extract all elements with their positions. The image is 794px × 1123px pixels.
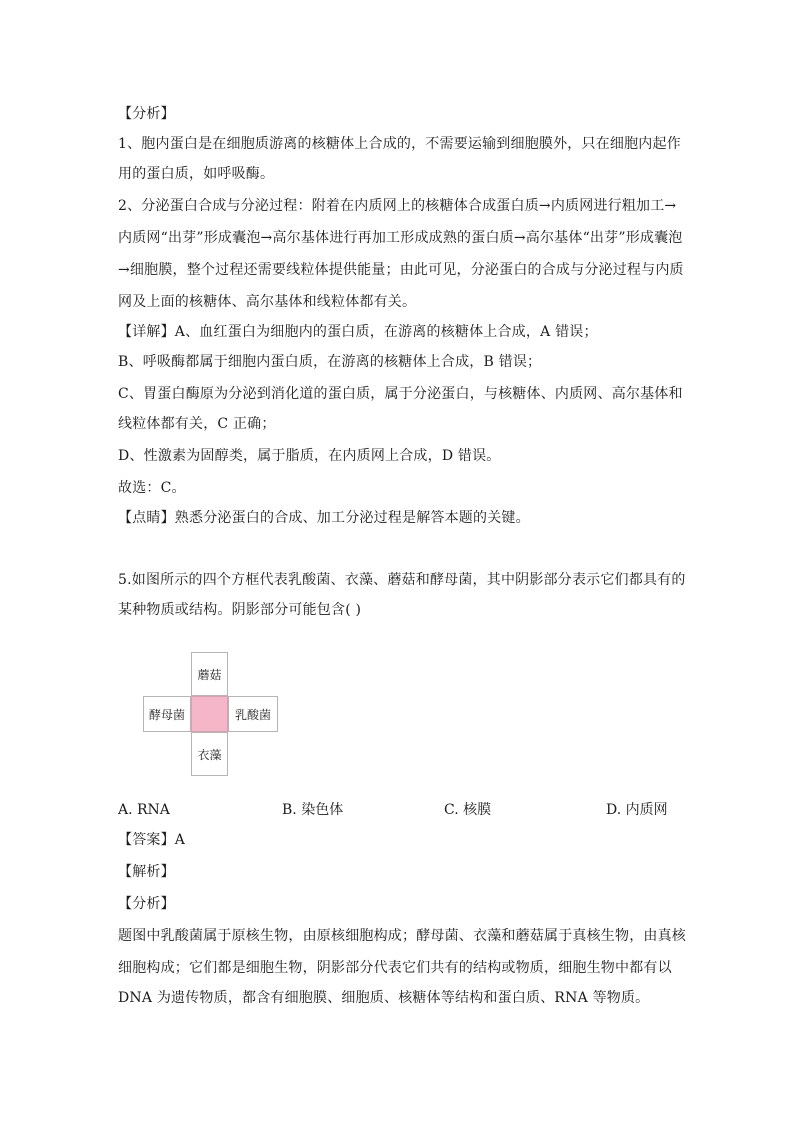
analysis2-line2: 细胞构成；它们都是细胞生物，阴影部分代表它们共有的结构或物质，细胞生物中都有以 (118, 960, 672, 976)
diagram-box-right: 乳酸菌 (228, 696, 278, 732)
option-a: A. RNA (118, 802, 170, 818)
analysis-point2-line2: 内质网“出芽”形成囊泡→高尔基体进行再加工形成成熟的蛋白质→高尔基体“出芽”形成囊泡 (118, 230, 683, 246)
diagram-shaded-intersection (191, 696, 228, 732)
analysis2-heading: 【分析】 (118, 896, 175, 912)
question5-line1: 5.如图所示的四个方框代表乳酸菌、衣藻、蘑菇和酵母菌，其中阴影部分表示它们都具有的 (118, 572, 686, 588)
answer-line: 【答案】A (118, 832, 186, 848)
analysis2-line1: 题图中乳酸菌属于原核生物，由原核细胞构成；酵母菌、衣藻和蘑菇属于真核生物，由真核 (118, 928, 686, 944)
analysis2-line3: DNA 为遗传物质，都含有细胞膜、细胞质、核糖体等结构和蛋白质、RNA 等物质。 (118, 990, 650, 1006)
detail-option-d: D、性激素为固醇类，属于脂质，在内质网上合成，D 错误。 (118, 448, 501, 464)
question5-line2: 某种物质或结构。阴影部分可能包含( ) (118, 602, 362, 618)
diagram-box-bottom: 衣藻 (191, 732, 228, 776)
analysis-point2-line3: →细胞膜，整个过程还需要线粒体提供能量；由此可见，分泌蛋白的合成与分泌过程与内质 (118, 262, 684, 278)
organism-diagram (143, 652, 278, 776)
option-c: C. 核膜 (444, 802, 492, 818)
answer-options (118, 800, 678, 820)
option-b: B. 染色体 (282, 802, 344, 818)
option-d: D. 内质网 (606, 802, 668, 818)
analysis-point1-line2: 用的蛋白质，如呼吸酶。 (118, 166, 275, 182)
analysis-point2-line4: 网及上面的核糖体、高尔基体和线粒体都有关。 (118, 294, 417, 310)
analysis-point1-line1: 1、胞内蛋白是在细胞质游离的核糖体上合成的，不需要运输到细胞膜外，只在细胞内起作 (118, 136, 681, 152)
diagram-box-top: 蘑菇 (191, 652, 228, 696)
detail-option-a: 【详解】A、血红蛋白为细胞内的蛋白质，在游离的核糖体上合成，A 错误； (118, 324, 598, 340)
diagram-box-left: 酵母菌 (143, 696, 191, 732)
analysis-heading: 【分析】 (118, 106, 175, 122)
detail-choice: 故选：C。 (118, 480, 186, 496)
detail-point: 【点睛】熟悉分泌蛋白的合成、加工分泌过程是解答本题的关键。 (118, 510, 530, 526)
detail-option-c-line2: 线粒体都有关，C 正确； (118, 416, 276, 432)
analysis-point2-line1: 2、分泌蛋白合成与分泌过程：附着在内质网上的核糖体合成蛋白质→内质网进行粗加工→ (118, 198, 677, 214)
detail-option-c-line1: C、胃蛋白酶原为分泌到消化道的蛋白质，属于分泌蛋白，与核糖体、内质网、高尔基体和 (118, 386, 683, 402)
detail-option-b: B、呼吸酶都属于细胞内蛋白质，在游离的核糖体上合成，B 错误； (118, 354, 542, 370)
explanation-heading: 【解析】 (118, 864, 175, 880)
